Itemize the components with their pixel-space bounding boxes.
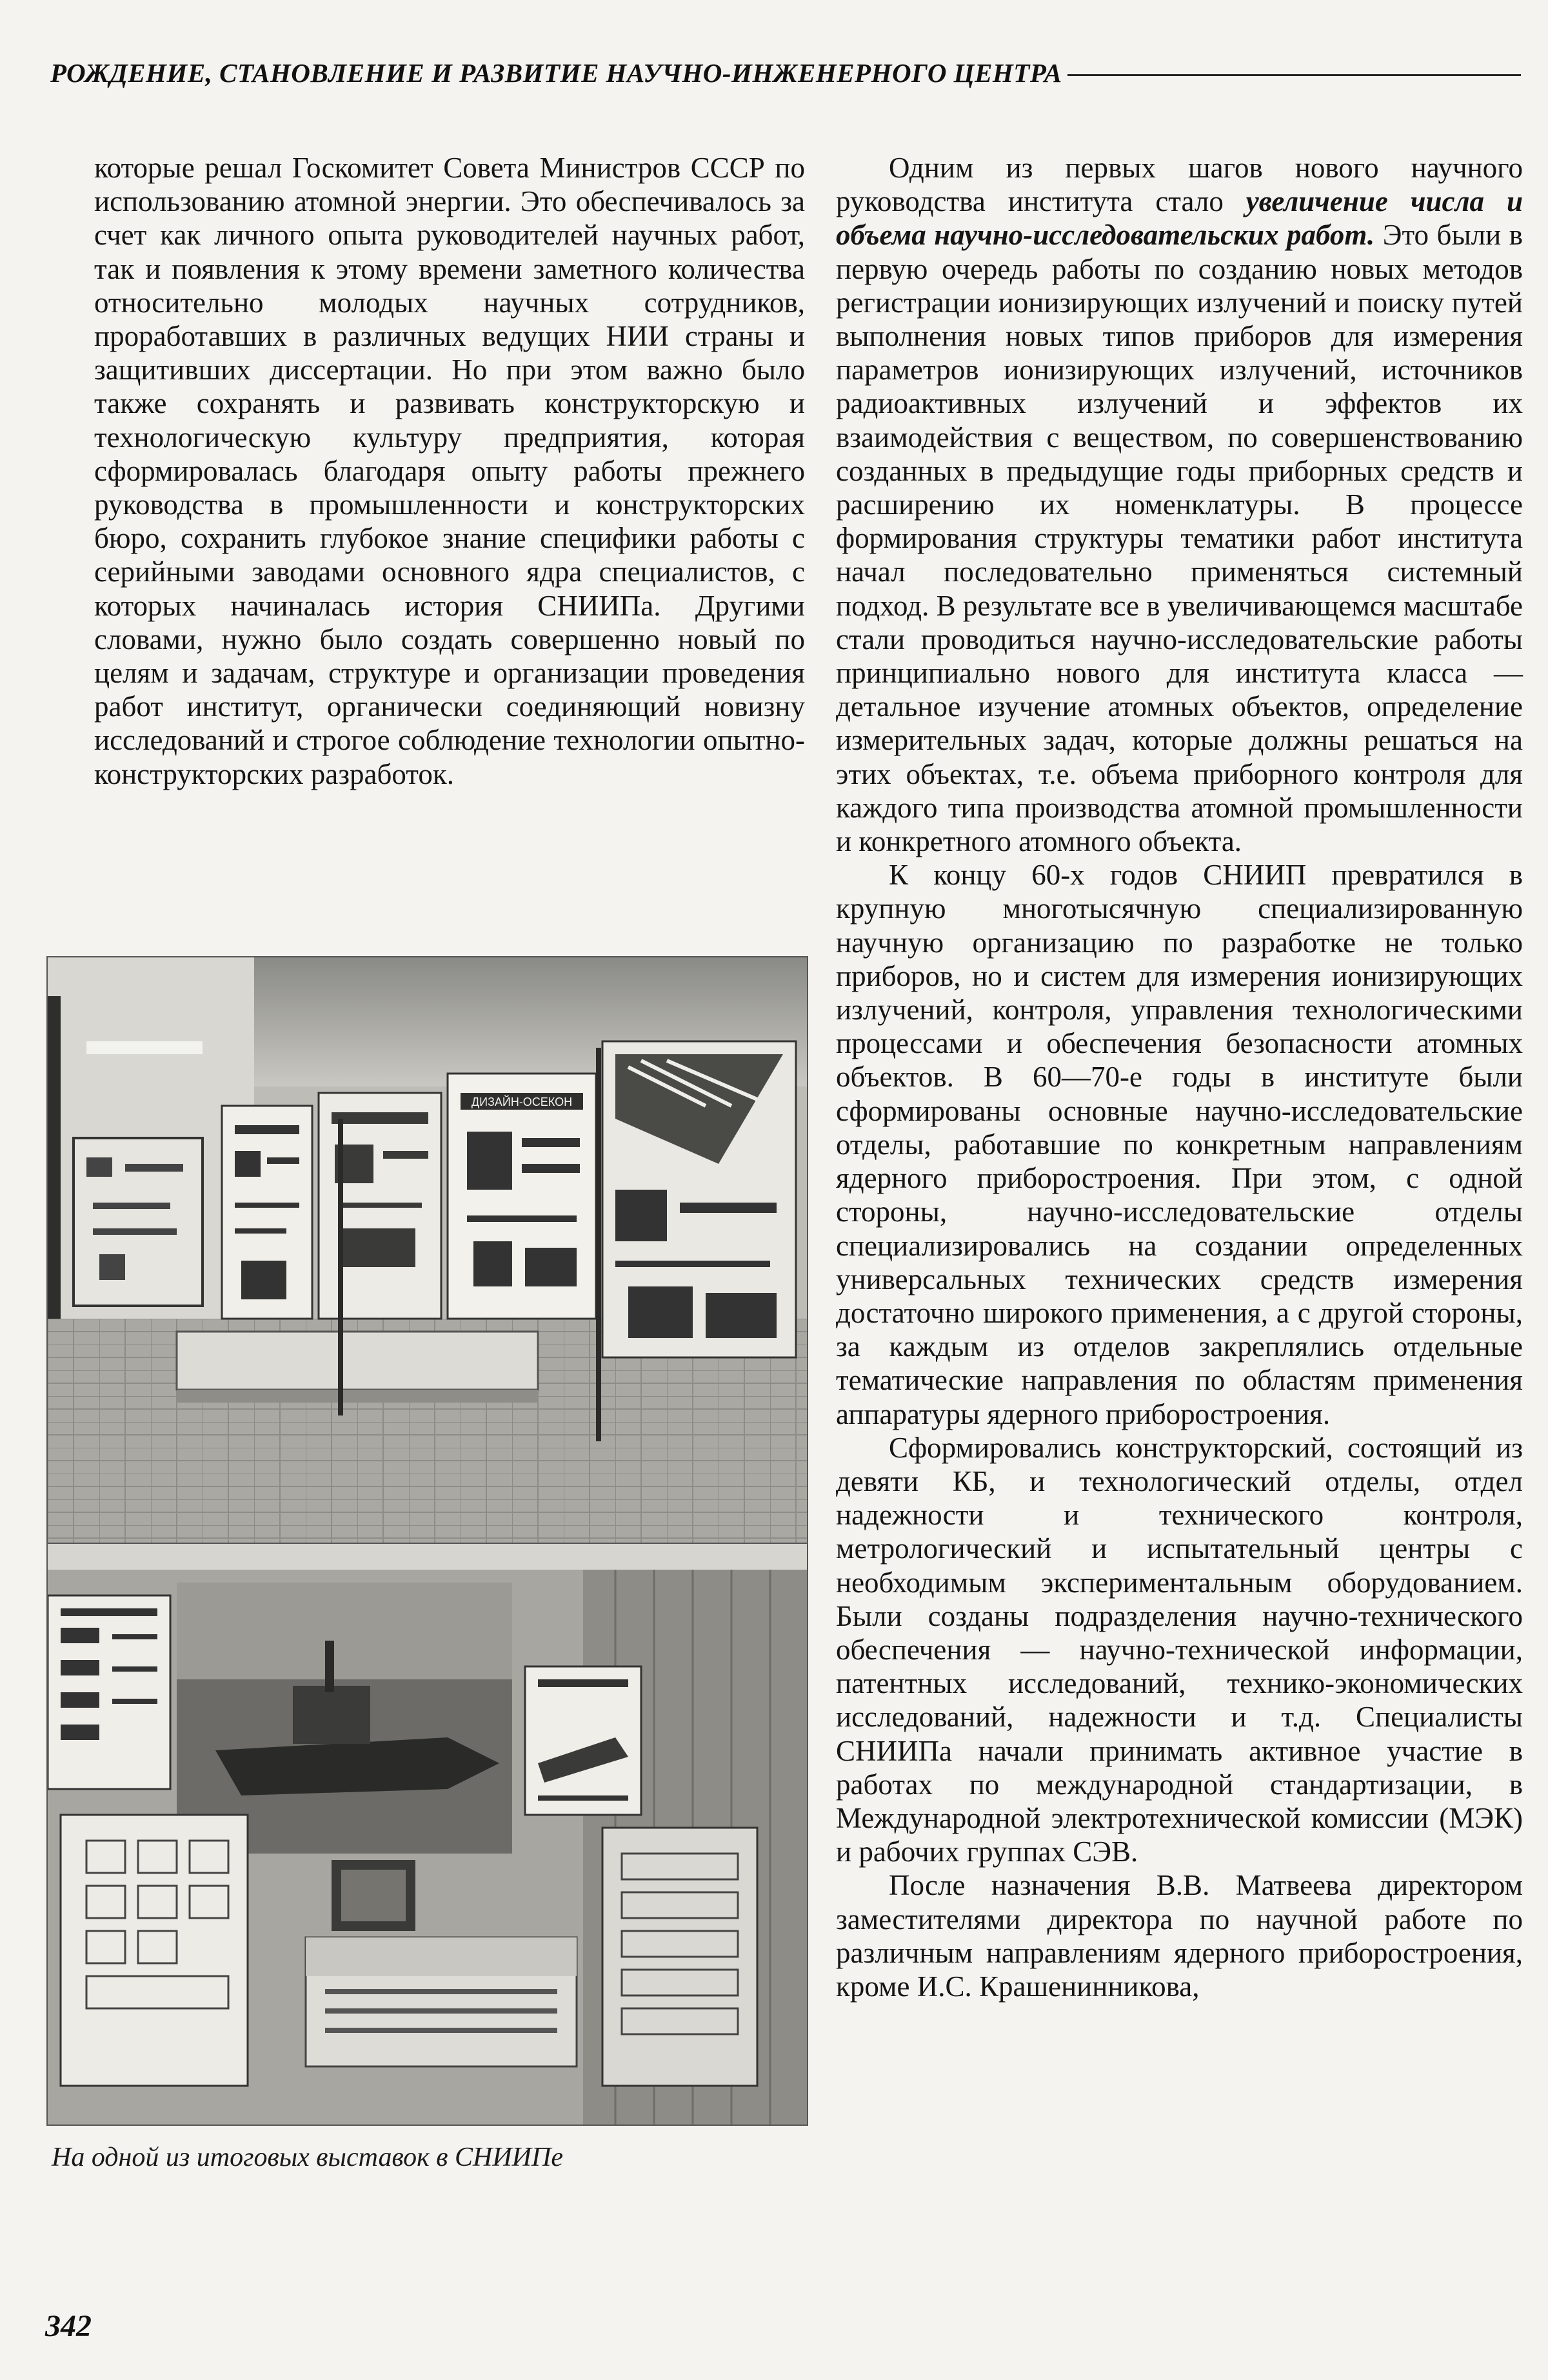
paragraph-text: Одним из первых шагов нового научного руководства института стало: [836, 152, 1523, 218]
emphasized-phrase: увеличение числа и объема научно-исследовательских работ.: [836, 185, 1523, 252]
page-number: 342: [45, 2309, 92, 2343]
left-text-column: [94, 151, 805, 791]
running-header: [50, 57, 1521, 89]
right-paragraph-4: После назначения В.В. Матвеева директором заместителями директора по научной работе по различным направлениям ядерного приборостроения, кроме И.С. Крашенинникова,: [836, 1869, 1523, 2003]
right-paragraph-2: К концу 60-х годов СНИИП превратился в крупную многотысячную специализированную научную организацию по разработке не только приборов, но и систем для измерения ионизирующих излучений, контроля, управления технологическими процессами и обеспечения безопасности атомных объектов. В 60—70-е годы в институте были сформированы основные научно-исследовательские отделы, работавшие по конкретным направлениям ядерного приборостроения. При этом, с одной стороны, научно-исследовательские отделы специализировались на создании определенных универсальных технических средств измерения достаточно широкого применения, а с другой стороны, за каждым из отделов закреплялись отдельные тематические направления по областям применения аппаратуры ядерного приборостроения.: [836, 859, 1523, 1430]
left-paragraph: которые решал Госкомитет Совета Министров СССР по использованию атомной энергии. Это обеспечивалось за счет как личного опыта руководителей научных работ, так и появления к этому времени заметного количества относительно молодых научных сотрудников, проработавших в различных ведущих НИИ страны и защитивших диссертации. Но при этом важно было также сохранять и развивать конструкторскую и технологическую культуру предприятия, которая сформировалась благодаря опыту работы прежнего руководства в промышленности и конструкторских бюро, сохранить глубокое знание специфики работы с серийными заводами основного ядра специалистов, с которых начиналась история СНИИПа. Другими словами, нужно было создать совершенно новый по целям и задачам, структуре и организации проведения работ институт, органически соединяющий новизну исследований и строгое соблюдение технологии опытно-конструкторских разработок.: [94, 152, 805, 790]
right-text-column: [836, 151, 1523, 2003]
exhibition-hall-photo: [46, 956, 808, 1544]
right-paragraph-3: Сформировались конструкторский, состоящий из девяти КБ, и технологический отделы, отдел надежности и технического контроля, метрологический и испытательный центры с необходимым экспериментальным оборудованием. Были созданы подразделения научно-технического обеспечения — научно-технической информации, патентных исследований, технико-экономических исследований, надежности и т.д. Специалисты СНИИПа начали принимать активное участие в работах по международной стандартизации, в Международной электротехнической комиссии (МЭК) и рабочих группах СЭВ.: [836, 1431, 1523, 1868]
exhibition-sign: ДИЗАЙН-ОСЕКОН: [471, 1095, 573, 1108]
paragraph-text: Это были в первую очередь работы по созданию новых методов регистрации ионизирующих излучений и поиску путей выполнения новых типов приборов для измерения параметров ионизирующих излучений, источников радиоактивных излучений и эффектов их взаимодействия с веществом, по совершенствованию созданных в предыдущие годы приборных средств и расширению их номенклатуры. В процессе формирования структуры тематики работ института начал последовательно применяться системный подход. В результате все в увеличивающемся масштабе стали проводиться научно-исследовательские работы принципиально нового для института класса — детальное изучение атомных объектов, определение измерительных задач, которые должны решаться на этих объектах, т.е. объема приборного контроля для каждого типа производства атомной промышленности и конкретного атомного объекта.: [836, 219, 1523, 858]
running-title: РОЖДЕНИЕ, СТАНОВЛЕНИЕ И РАЗВИТИЕ НАУЧНО-ИНЖЕНЕРНОГО ЦЕНТРА: [50, 58, 1062, 88]
figure-caption: На одной из итоговых выставок в СНИИПе: [52, 2143, 563, 2172]
right-paragraph-1: [836, 151, 1523, 858]
exhibition-stand-photo: [46, 1543, 808, 2126]
header-rule: [1067, 74, 1521, 76]
